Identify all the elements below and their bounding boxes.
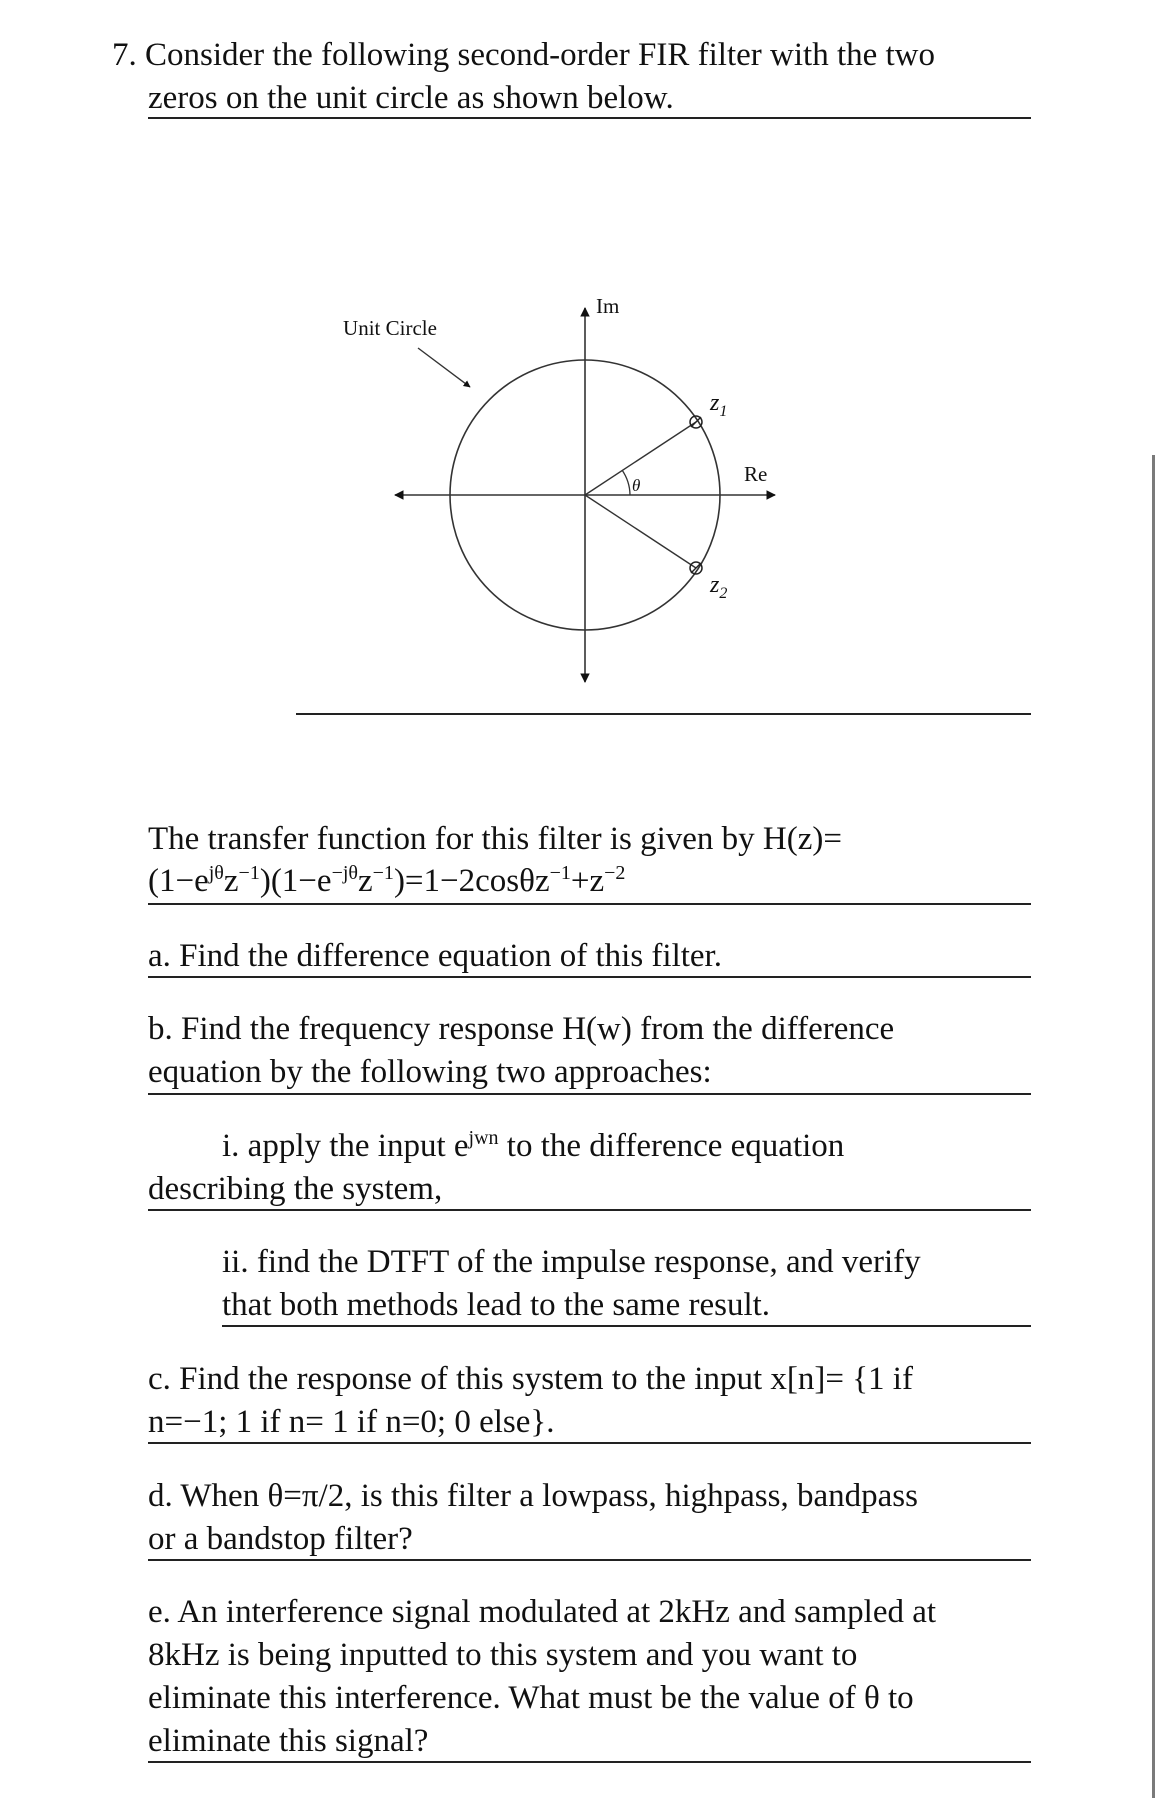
unit-circle-label: Unit Circle xyxy=(343,316,437,340)
part-e-line-2: 8kHz is being inputted to this system and you want to xyxy=(148,1637,858,1673)
part-e-line-1: e. An interference signal modulated at 2kHz and sampled at xyxy=(148,1594,937,1630)
transfer-equation: $(1-e^{j\theta}z^{-1})(1-e^{-j\theta}z^{-1})=1-2\cos\theta z^{-1}+z^{-2}$ xyxy=(148,862,626,899)
rule-transfer xyxy=(148,903,1031,905)
question-line-1: 7. Consider the following second-order FIR filter with the two xyxy=(112,37,936,73)
svg-text:z2 xyxy=(709,572,727,602)
radius-z2 xyxy=(585,495,696,568)
part-d-line-1: d. When θ=π/2, is this filter a lowpass, highpass, bandpass xyxy=(148,1478,918,1514)
radius-z1 xyxy=(585,422,696,495)
theta-arc xyxy=(622,470,630,495)
rule-part-e xyxy=(148,1761,1031,1763)
part-b-line-1: b. Find the frequency response H(w) from the difference xyxy=(148,1011,895,1047)
rule-part-b xyxy=(148,1093,1031,1095)
rule-question xyxy=(148,117,1031,119)
rule-part-b-i xyxy=(148,1209,1031,1211)
part-b-i-line-1: i. apply the input $e^{jwn}$ to the difference equation xyxy=(222,1127,845,1164)
rule-part-c xyxy=(148,1442,1031,1444)
question-line-2: zeros on the unit circle as shown below. xyxy=(148,80,674,116)
part-e-line-3: eliminate this interference. What must be the value of θ to xyxy=(148,1680,914,1716)
pole-zero-diagram xyxy=(330,290,830,710)
z1-subscript: 1 xyxy=(719,403,728,420)
part-e-line-4: eliminate this signal? xyxy=(148,1723,429,1759)
part-b-ii-line-2: that both methods lead to the same result. xyxy=(222,1287,771,1323)
part-b-line-2: equation by the following two approaches: xyxy=(148,1054,712,1090)
im-label: Im xyxy=(596,294,620,319)
part-b-ii-line-1: ii. find the DTFT of the impulse response, and verify xyxy=(222,1244,921,1280)
theta-label: θ xyxy=(632,476,641,495)
part-c-line-2: n=−1; 1 if n= 1 if n=0; 0 else}. xyxy=(148,1404,555,1440)
svg-text:z1 xyxy=(709,390,727,420)
z1-label: z xyxy=(710,390,720,416)
transfer-line-1: The transfer function for this filter is given by H(z)= xyxy=(148,821,842,857)
z2-subscript: 2 xyxy=(719,585,728,602)
part-b-i-line-2: describing the system, xyxy=(148,1171,443,1207)
rule-part-a xyxy=(148,976,1031,978)
rule-part-b-ii xyxy=(222,1325,1031,1327)
part-c-line-1: c. Find the response of this system to the input x[n]= {1 if xyxy=(148,1361,913,1397)
part-d-line-2: or a bandstop filter? xyxy=(148,1521,413,1557)
part-a: a. Find the difference equation of this filter. xyxy=(148,938,722,974)
z2-label: z xyxy=(710,572,720,598)
rule-diagram xyxy=(296,713,1031,715)
unit-circle-pointer xyxy=(418,348,470,387)
rule-part-d xyxy=(148,1559,1031,1561)
re-label: Re xyxy=(744,462,768,486)
